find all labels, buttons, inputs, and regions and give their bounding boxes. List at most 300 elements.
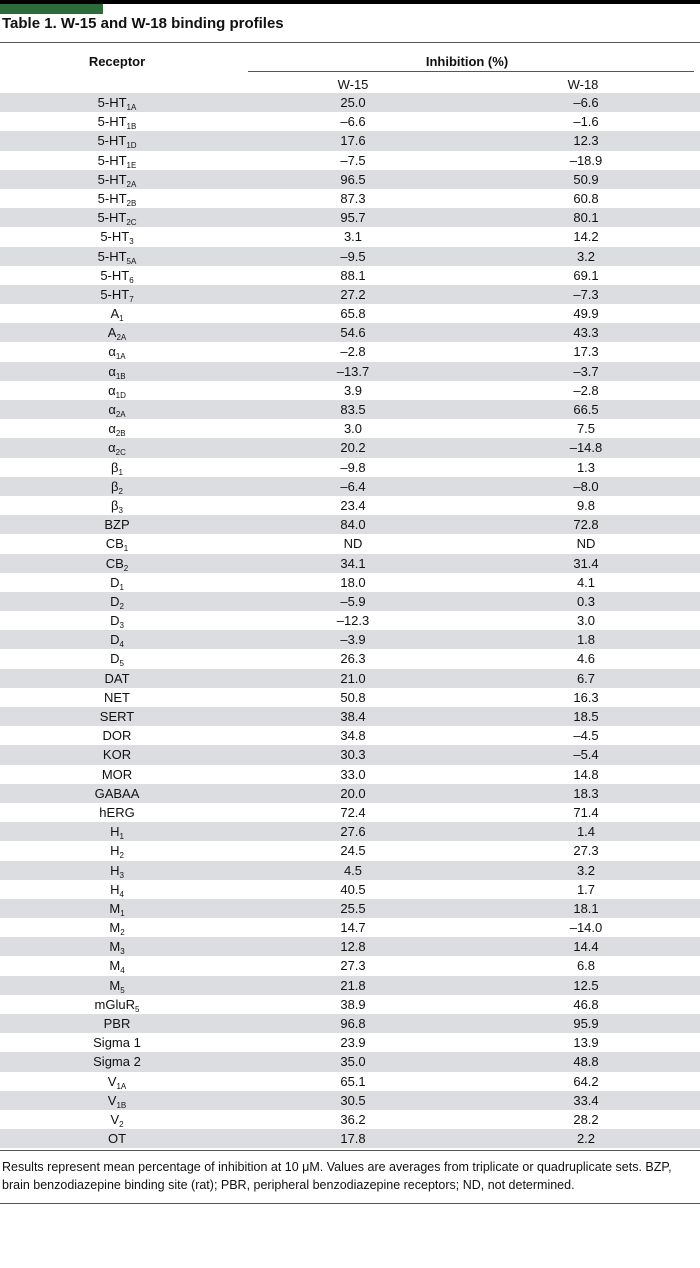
receptor-cell <box>0 189 234 208</box>
w15-value: 54.6 <box>340 325 366 341</box>
receptor-name: 5-HT <box>97 133 127 149</box>
w15-value: 26.3 <box>340 651 366 667</box>
w15-value: ND <box>343 536 363 552</box>
receptor-cell <box>0 266 234 285</box>
w15-value: 20.2 <box>340 440 366 456</box>
receptor-subscript: 3 <box>129 237 134 247</box>
footnote-bottom-rule <box>0 1203 700 1204</box>
receptor-subscript: 2 <box>123 563 129 573</box>
table-row <box>0 995 700 1014</box>
receptor-name: 5-HT <box>97 95 127 110</box>
receptor-cell <box>0 592 234 611</box>
table-row <box>0 611 700 630</box>
receptor-cell <box>0 362 234 381</box>
receptor-name: CB <box>105 536 124 552</box>
receptor-cell <box>0 323 234 342</box>
table-row <box>0 1072 700 1091</box>
receptor-cell <box>0 93 234 112</box>
receptor-subscript: 1 <box>120 908 125 918</box>
table-row <box>0 592 700 611</box>
w18-value: 95.9 <box>573 1016 599 1031</box>
receptor-name: α <box>108 344 116 360</box>
receptor-subscript: 2 <box>119 601 124 611</box>
receptor-cell <box>0 669 234 688</box>
receptor-subscript: 2 <box>118 486 123 496</box>
w18-value: –5.4 <box>573 747 599 763</box>
receptor-subscript: 2A <box>126 179 137 189</box>
receptor-name: M <box>109 900 121 916</box>
w15-value: 3.9 <box>343 382 363 398</box>
receptor-cell <box>0 247 234 266</box>
w18-value: 0.3 <box>576 593 596 609</box>
receptor-name: 5-HT <box>100 267 130 283</box>
table-row <box>0 861 700 880</box>
table-row <box>0 956 700 975</box>
w18-value: 17.3 <box>573 344 599 360</box>
receptor-subscript: 1B <box>126 122 137 132</box>
table-row <box>0 266 700 285</box>
w18-value: –14.0 <box>569 920 603 936</box>
receptor-name: MOR <box>101 766 133 782</box>
w18-value: 1.8 <box>576 632 596 648</box>
receptor-cell <box>0 227 234 246</box>
w18-value: 12.5 <box>573 977 599 993</box>
receptor-cell <box>0 688 234 707</box>
table-row <box>0 573 700 592</box>
receptor-subscript: 1 <box>119 582 124 592</box>
receptor-name: A <box>107 325 117 341</box>
table-row <box>0 247 700 266</box>
w18-value: 4.6 <box>576 651 596 667</box>
w18-value: –14.8 <box>569 440 603 456</box>
receptor-name: OT <box>107 1131 127 1147</box>
receptor-name: DAT <box>104 670 130 686</box>
w18-value: –2.8 <box>573 382 599 398</box>
receptor-cell <box>0 285 234 304</box>
receptor-cell <box>0 573 234 592</box>
w15-value: 3.1 <box>343 229 363 245</box>
receptor-cell <box>0 438 234 457</box>
w15-value: 72.4 <box>340 804 366 820</box>
w15-value: 23.9 <box>340 1035 366 1051</box>
accent-tab <box>0 4 103 14</box>
receptor-cell <box>0 649 234 668</box>
table-row <box>0 342 700 361</box>
receptor-cell <box>0 726 234 745</box>
receptor-name: α <box>108 421 116 437</box>
receptor-name: CB <box>105 555 124 571</box>
w15-value: 27.6 <box>340 824 366 840</box>
header-top-rule <box>0 42 700 43</box>
w18-value: 80.1 <box>573 210 599 226</box>
receptor-subscript: 3 <box>119 870 124 880</box>
receptor-name: α <box>108 440 116 456</box>
receptor-cell <box>0 1072 234 1091</box>
receptor-subscript: 1E <box>126 160 137 170</box>
w18-value: 18.5 <box>573 709 599 724</box>
table-row <box>0 822 700 841</box>
header-w18: W-18 <box>567 77 599 92</box>
receptor-subscript: 5A <box>126 256 137 266</box>
w18-value: –6.6 <box>573 95 599 110</box>
w18-value: 46.8 <box>573 996 599 1012</box>
table-row <box>0 976 700 995</box>
w15-value: 34.8 <box>340 728 366 744</box>
table-row <box>0 362 700 381</box>
w15-value: 17.8 <box>340 1131 366 1147</box>
receptor-name: 5-HT <box>97 152 127 168</box>
w15-value: –6.4 <box>340 478 366 494</box>
table-row <box>0 880 700 899</box>
receptor-subscript: 2C <box>126 218 137 228</box>
receptor-name: H <box>110 881 120 897</box>
w18-value: 12.3 <box>573 133 599 149</box>
receptor-name: D <box>110 574 120 590</box>
receptor-name: β <box>111 459 119 475</box>
w15-value: 21.0 <box>340 670 366 686</box>
w15-value: 23.4 <box>340 497 366 513</box>
w18-value: 3.2 <box>576 248 596 264</box>
table-row <box>0 554 700 573</box>
receptor-cell <box>0 899 234 918</box>
w18-value: 27.3 <box>573 843 599 859</box>
receptor-cell <box>0 112 234 131</box>
receptor-name: Sigma 1 <box>93 1035 141 1051</box>
table-body <box>0 93 700 1148</box>
receptor-cell <box>0 131 234 150</box>
w18-value: –8.0 <box>573 478 599 494</box>
w18-value: 66.5 <box>573 402 599 417</box>
table-row <box>0 649 700 668</box>
w18-value: 2.2 <box>576 1131 596 1147</box>
receptor-cell <box>0 304 234 323</box>
w15-value: 18.0 <box>340 574 366 590</box>
table-row <box>0 93 700 112</box>
receptor-cell <box>0 151 234 170</box>
receptor-subscript: 1A <box>115 352 126 362</box>
w15-value: –13.7 <box>336 363 370 379</box>
w18-value: 6.8 <box>576 958 596 974</box>
receptor-name: M <box>109 939 121 955</box>
table-row <box>0 726 700 745</box>
receptor-subscript: 2C <box>115 448 126 458</box>
receptor-subscript: 1B <box>116 1100 127 1110</box>
receptor-name: H <box>110 843 120 859</box>
receptor-subscript: 4 <box>120 966 125 976</box>
w15-value: 95.7 <box>340 210 366 226</box>
receptor-subscript: 5 <box>135 1004 140 1014</box>
receptor-subscript: 1 <box>118 467 123 477</box>
w18-value: 1.7 <box>576 881 596 897</box>
w18-value: 72.8 <box>573 517 599 533</box>
receptor-cell <box>0 554 234 573</box>
receptor-name: α <box>108 402 116 417</box>
receptor-cell <box>0 1014 234 1033</box>
table-row <box>0 630 700 649</box>
receptor-subscript: 7 <box>129 294 134 304</box>
receptor-name: 5-HT <box>97 114 127 130</box>
receptor-name: D <box>110 593 120 609</box>
receptor-name: α <box>108 363 116 379</box>
receptor-cell <box>0 1110 234 1129</box>
receptor-cell <box>0 630 234 649</box>
receptor-name: 5-HT <box>97 210 127 226</box>
w18-value: 3.2 <box>576 862 596 878</box>
table-row <box>0 784 700 803</box>
w15-value: 83.5 <box>340 402 366 417</box>
w15-value: –9.5 <box>340 248 366 264</box>
receptor-subscript: 1B <box>115 371 126 381</box>
w18-value: 6.7 <box>576 670 596 686</box>
header-receptor: Receptor <box>88 54 146 69</box>
receptor-subscript: 5 <box>119 659 124 669</box>
receptor-name: D <box>110 651 120 667</box>
w18-value: –1.6 <box>573 114 599 130</box>
w15-value: 25.5 <box>340 900 366 916</box>
receptor-subscript: 1 <box>119 314 124 324</box>
w18-value: 4.1 <box>576 574 596 590</box>
header-inhibition: Inhibition (%) <box>425 54 509 69</box>
receptor-subscript: 5 <box>120 985 125 995</box>
w18-value: 1.4 <box>576 824 596 840</box>
w15-value: 30.5 <box>340 1092 366 1108</box>
w15-value: 33.0 <box>340 766 366 782</box>
receptor-subscript: 1 <box>119 832 124 842</box>
table-footnote: Results represent mean percentage of inhibition at 10 μM. Values are averages from triplicate or quadruplicate sets. BZP, brain benzodiazepine binding site (rat); PBR, peripheral benzodiazepine receptors; ND, not determined. <box>2 1160 672 1192</box>
w18-value: 48.8 <box>573 1054 599 1070</box>
receptor-cell <box>0 1052 234 1071</box>
table-row <box>0 937 700 956</box>
table-row <box>0 1091 700 1110</box>
w15-value: 27.3 <box>340 958 366 974</box>
receptor-name: BZP <box>104 517 130 533</box>
w18-value: 14.4 <box>573 939 599 955</box>
receptor-cell <box>0 611 234 630</box>
w15-value: –5.9 <box>340 593 366 609</box>
receptor-cell <box>0 515 234 534</box>
w15-value: 4.5 <box>343 862 363 878</box>
receptor-name: V <box>107 1073 117 1089</box>
receptor-name: V <box>110 1111 120 1127</box>
receptor-name: M <box>109 920 121 936</box>
receptor-subscript: 2 <box>120 928 125 938</box>
receptor-subscript: 2A <box>115 410 126 419</box>
header-sub-rule <box>248 71 694 72</box>
receptor-cell <box>0 477 234 496</box>
table-row <box>0 1129 700 1148</box>
w18-value: 64.2 <box>573 1073 599 1089</box>
receptor-cell <box>0 880 234 899</box>
table-row <box>0 419 700 438</box>
receptor-cell <box>0 1129 234 1148</box>
w18-value: 1.3 <box>576 459 596 475</box>
w18-value: ND <box>576 536 596 552</box>
table-row <box>0 285 700 304</box>
table-row <box>0 1052 700 1071</box>
receptor-name: H <box>110 824 120 840</box>
receptor-cell <box>0 400 234 419</box>
receptor-cell <box>0 707 234 726</box>
receptor-name: β <box>111 497 119 513</box>
w18-value: 14.8 <box>573 766 599 782</box>
receptor-cell <box>0 918 234 937</box>
table-row <box>0 899 700 918</box>
receptor-subscript: 4 <box>119 640 124 650</box>
receptor-cell <box>0 822 234 841</box>
w15-value: 20.0 <box>340 785 366 801</box>
receptor-cell <box>0 1033 234 1052</box>
w18-value: –18.9 <box>569 152 603 168</box>
w18-value: 16.3 <box>573 689 599 705</box>
receptor-cell <box>0 937 234 956</box>
w15-value: 65.1 <box>340 1073 366 1089</box>
table-row <box>0 208 700 227</box>
receptor-name: hERG <box>99 804 135 820</box>
w15-value: 27.2 <box>340 286 366 302</box>
w15-value: 96.5 <box>340 171 366 187</box>
table-row <box>0 131 700 150</box>
receptor-cell <box>0 208 234 227</box>
receptor-name: A <box>110 306 120 322</box>
table-row <box>0 170 700 189</box>
receptor-subscript: 4 <box>119 889 124 899</box>
receptor-subscript: 2A <box>116 333 127 343</box>
table-row <box>0 151 700 170</box>
receptor-name: M <box>109 958 121 974</box>
receptor-subscript: 2 <box>119 851 124 861</box>
receptor-name: mGluR <box>94 996 135 1012</box>
receptor-name: Sigma 2 <box>93 1054 141 1070</box>
receptor-subscript: 6 <box>129 275 134 285</box>
receptor-name: KOR <box>102 747 132 763</box>
w15-value: 50.8 <box>340 689 366 705</box>
w18-value: 33.4 <box>573 1092 599 1108</box>
receptor-subscript: 3 <box>118 505 123 515</box>
receptor-subscript: 1D <box>126 141 137 151</box>
table-row <box>0 477 700 496</box>
table-row <box>0 381 700 400</box>
table-row <box>0 438 700 457</box>
w18-value: 14.2 <box>573 229 599 245</box>
w15-value: –12.3 <box>336 613 370 629</box>
w18-value: 18.1 <box>573 900 599 916</box>
w15-value: 38.4 <box>340 709 366 724</box>
table-row <box>0 1110 700 1129</box>
w15-value: 24.5 <box>340 843 366 859</box>
w18-value: 71.4 <box>573 804 599 820</box>
w15-value: –3.9 <box>340 632 366 648</box>
receptor-cell <box>0 342 234 361</box>
receptor-name: 5-HT <box>100 286 130 302</box>
receptor-cell <box>0 170 234 189</box>
w15-value: 17.6 <box>340 133 366 149</box>
table-row <box>0 189 700 208</box>
w15-value: 3.0 <box>343 421 363 437</box>
receptor-subscript: 1A <box>116 1081 127 1091</box>
w18-value: 60.8 <box>573 190 599 206</box>
w18-value: 18.3 <box>573 785 599 801</box>
receptor-cell <box>0 765 234 784</box>
receptor-name: 5-HT <box>100 229 130 245</box>
receptor-subscript: 2B <box>115 429 126 439</box>
table-row <box>0 803 700 822</box>
w18-value: 50.9 <box>573 171 599 187</box>
w15-value: 34.1 <box>340 555 366 571</box>
receptor-name: NET <box>104 689 130 705</box>
w18-value: 9.8 <box>576 497 596 513</box>
w15-value: 40.5 <box>340 881 366 897</box>
table-row <box>0 458 700 477</box>
receptor-cell <box>0 956 234 975</box>
w15-value: –6.6 <box>340 114 366 130</box>
receptor-cell <box>0 419 234 438</box>
receptor-subscript: 1D <box>115 390 126 400</box>
header-w15: W-15 <box>337 77 369 92</box>
table-row <box>0 918 700 937</box>
receptor-name: β <box>111 478 119 494</box>
receptor-subscript: 2 <box>119 1119 124 1129</box>
receptor-name: V <box>107 1092 117 1108</box>
receptor-name: H <box>110 862 120 878</box>
w18-value: –4.5 <box>573 728 599 744</box>
w15-value: –9.8 <box>340 459 366 475</box>
w15-value: 21.8 <box>340 977 366 993</box>
w15-value: 30.3 <box>340 747 366 763</box>
receptor-subscript: 3 <box>120 947 125 957</box>
w15-value: –2.8 <box>340 344 366 360</box>
receptor-cell <box>0 534 234 553</box>
receptor-cell <box>0 841 234 860</box>
w18-value: 69.1 <box>573 267 599 283</box>
receptor-cell <box>0 803 234 822</box>
table-row <box>0 515 700 534</box>
receptor-cell <box>0 458 234 477</box>
table-row <box>0 841 700 860</box>
w15-value: 12.8 <box>340 939 366 955</box>
receptor-subscript: 3 <box>119 621 124 631</box>
w18-value: –3.7 <box>573 363 599 379</box>
w15-value: 84.0 <box>340 517 366 533</box>
table-row <box>0 688 700 707</box>
w15-value: –7.5 <box>340 152 366 168</box>
receptor-name: 5-HT <box>97 190 127 206</box>
receptor-cell <box>0 1091 234 1110</box>
w15-value: 88.1 <box>340 267 366 283</box>
receptor-name: GABAA <box>94 785 140 801</box>
receptor-subscript: 2B <box>126 198 137 208</box>
w15-value: 14.7 <box>340 920 366 936</box>
w18-value: 28.2 <box>573 1111 599 1127</box>
table-row <box>0 227 700 246</box>
w18-value: 31.4 <box>573 555 599 571</box>
receptor-name: D <box>110 613 120 629</box>
w15-value: 65.8 <box>340 306 366 322</box>
w18-value: 7.5 <box>576 421 596 437</box>
table-row <box>0 496 700 515</box>
receptor-cell <box>0 861 234 880</box>
table-row <box>0 745 700 764</box>
table-row <box>0 765 700 784</box>
table-row <box>0 534 700 553</box>
receptor-name: D <box>110 632 120 648</box>
receptor-name: M <box>109 977 121 993</box>
receptor-name: DOR <box>102 728 132 744</box>
receptor-name: SERT <box>99 709 135 724</box>
receptor-cell <box>0 745 234 764</box>
receptor-cell <box>0 496 234 515</box>
table-row <box>0 323 700 342</box>
w15-value: 87.3 <box>340 190 366 206</box>
